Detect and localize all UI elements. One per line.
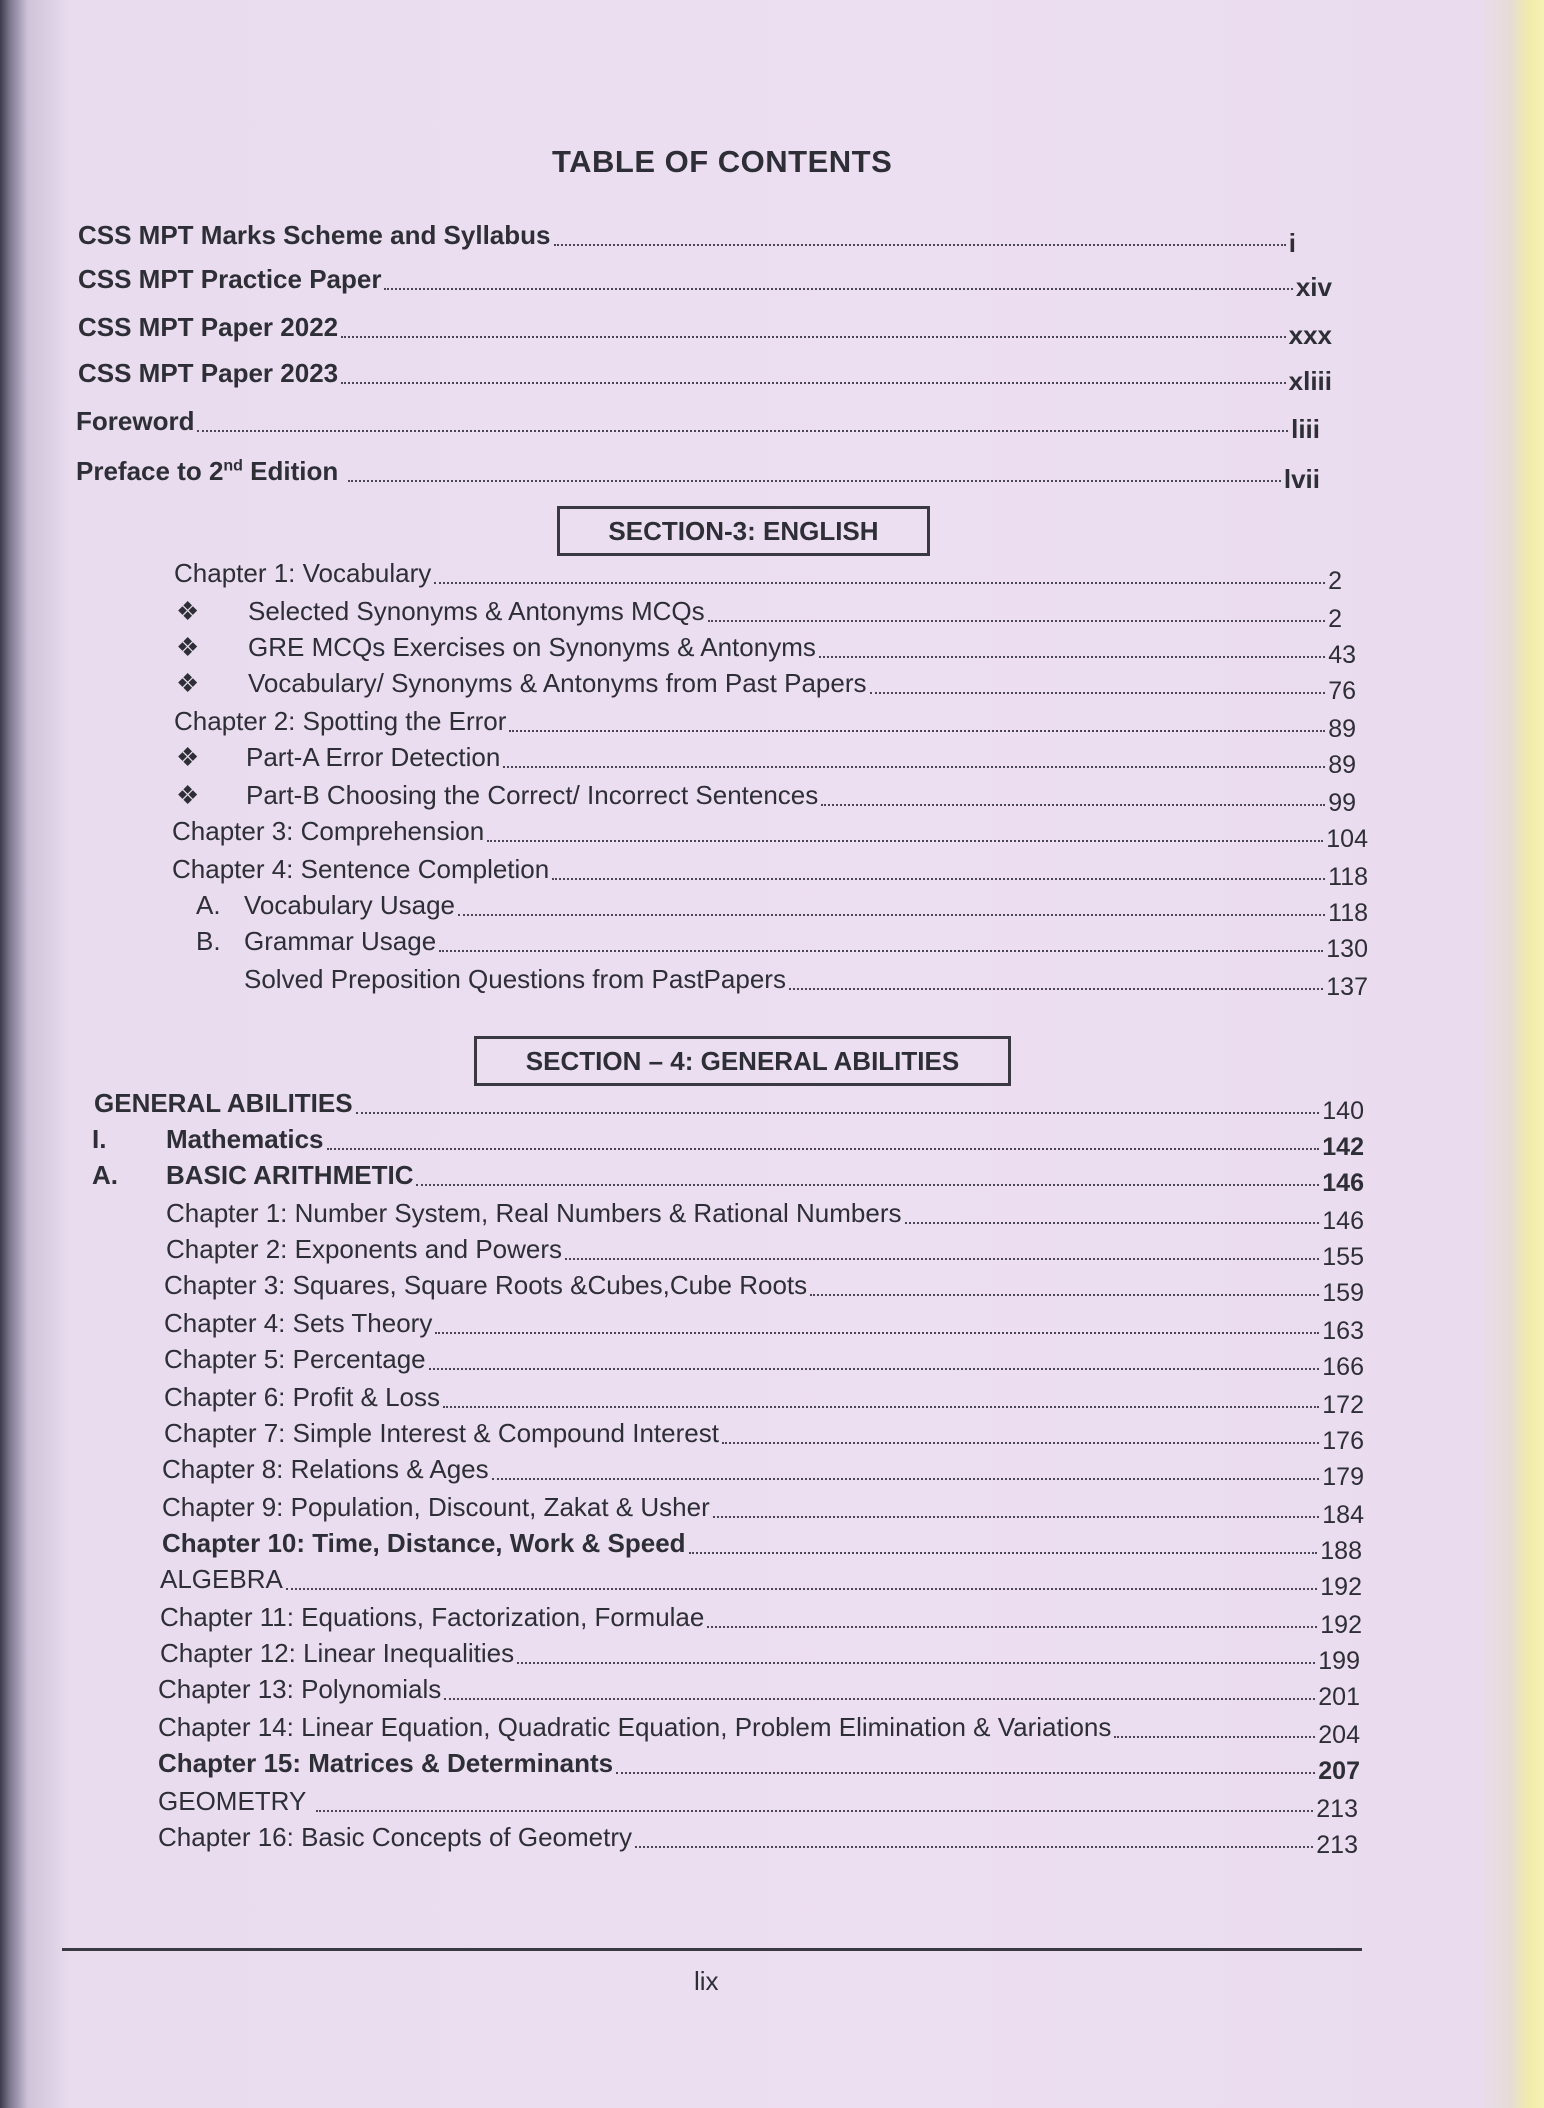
toc-entry-text: GRE MCQs Exercises on Synonyms & Antonyms <box>248 632 816 662</box>
toc-entry-label <box>76 458 338 484</box>
toc-entry <box>196 878 1368 927</box>
toc-entry <box>166 1222 1364 1271</box>
toc-entry-label: Chapter 2: Spotting the Error <box>174 706 507 736</box>
toc-entry <box>158 1662 1360 1711</box>
toc-entry <box>174 546 1342 595</box>
toc-entry-page: 207 <box>1318 1757 1360 1785</box>
toc-entry <box>176 768 1356 817</box>
toc-entry-label: ❖ Selected Synonyms & Antonyms MCQs <box>176 596 705 626</box>
toc-entry <box>158 1810 1358 1859</box>
toc-entry <box>174 694 1356 743</box>
toc-entry-label: CSS MPT Paper 2022 <box>78 312 339 342</box>
toc-entry-text: BASIC ARITHMETIC <box>166 1160 414 1190</box>
toc-entry <box>78 208 1296 258</box>
toc-entry-page: 142 <box>1322 1133 1364 1161</box>
toc-entry-label: ❖ Part-A Error Detection <box>176 742 501 772</box>
toc-entry-page: 163 <box>1322 1317 1364 1345</box>
toc-entry-text: Part-B Choosing the Correct/ Incorrect Sentences <box>246 780 819 810</box>
toc-entry-text: Chapter 10: Time, Distance, Work & Speed <box>162 1528 686 1558</box>
toc-entry-page: 104 <box>1326 825 1368 853</box>
toc-entry <box>164 1296 1364 1345</box>
toc-entry <box>78 252 1332 302</box>
toc-entry <box>160 1590 1362 1639</box>
toc-entry-label: CSS MPT Paper 2023 <box>78 358 339 388</box>
toc-entry <box>196 914 1368 963</box>
toc-entry <box>78 300 1332 350</box>
toc-entry-page: 89 <box>1328 715 1356 743</box>
toc-entry-label: Chapter 5: Percentage <box>164 1344 426 1374</box>
toc-entry-label: Chapter 6: Profit & Loss <box>164 1382 441 1412</box>
toc-entry-page: i <box>1288 228 1296 258</box>
toc-entry <box>244 952 1368 1001</box>
toc-entry-page: 140 <box>1322 1097 1364 1125</box>
toc-entry-label: Chapter 9: Population, Discount, Zakat & Usher <box>162 1492 710 1522</box>
toc-entry-label: Chapter 12: Linear Inequalities <box>160 1638 515 1668</box>
toc-entry-page: 130 <box>1326 935 1368 963</box>
toc-entry-page: 213 <box>1316 1795 1358 1823</box>
toc-entry-label: Chapter 1: Vocabulary <box>174 558 432 588</box>
page-title: TABLE OF CONTENTS <box>552 144 893 179</box>
toc-entry <box>94 1076 1364 1125</box>
toc-entry-page: 76 <box>1328 677 1356 705</box>
toc-entry <box>158 1774 1358 1823</box>
toc-entry-page: lvii <box>1283 464 1320 494</box>
dot-leader <box>197 429 1288 432</box>
toc-entry <box>78 346 1332 396</box>
dot-leader <box>384 287 1292 290</box>
toc-entry-label: Chapter 3: Squares, Square Roots &Cubes,Cube Roots <box>164 1270 808 1300</box>
toc-entry-page: 159 <box>1322 1279 1364 1307</box>
toc-entry <box>160 1552 1362 1601</box>
toc-entry-page: 192 <box>1320 1573 1362 1601</box>
toc-entry-label: CSS MPT Marks Scheme and Syllabus <box>78 220 551 250</box>
toc-entry <box>162 1480 1364 1529</box>
toc-entry <box>160 1626 1360 1675</box>
toc-entry-page: 184 <box>1322 1501 1364 1529</box>
toc-entry-label: Solved Preposition Questions from PastPapers <box>244 964 786 994</box>
toc-entry <box>86 1736 1360 1785</box>
section-heading-english: SECTION-3: ENGLISH <box>557 506 930 556</box>
toc-entry-page: 201 <box>1318 1683 1360 1711</box>
toc-entry-text: Mathematics <box>166 1124 324 1154</box>
toc-entry <box>158 1700 1360 1749</box>
toc-entry-label: CSS MPT Practice Paper <box>78 264 382 294</box>
toc-entry-label: Chapter 16: Basic Concepts of Geometry <box>158 1822 633 1852</box>
toc-entry <box>172 804 1368 853</box>
toc-entry-page: xxx <box>1288 320 1332 350</box>
toc-entry-label <box>86 1750 613 1776</box>
toc-entry-page: 204 <box>1318 1721 1360 1749</box>
toc-entry-text: Chapter 15: Matrices & Determinants <box>158 1748 614 1778</box>
toc-entry-page: xliii <box>1288 366 1332 396</box>
toc-entry-label: Chapter 3: Comprehension <box>172 816 485 846</box>
toc-entry-page: 2 <box>1328 605 1342 633</box>
dot-leader <box>341 381 1286 384</box>
preface-label-superscript: nd <box>223 457 243 475</box>
preface-label-tail: Edition <box>242 456 339 486</box>
toc-entry-page: 146 <box>1322 1207 1364 1235</box>
toc-entry-label: GEOMETRY <box>158 1786 307 1816</box>
toc-entry-page: liii <box>1291 414 1320 444</box>
toc-entry-text: Part-A Error Detection <box>246 742 501 772</box>
toc-entry-label: Chapter 8: Relations & Ages <box>162 1454 489 1484</box>
toc-entry-text: Vocabulary/ Synonyms & Antonyms from Past Papers <box>248 668 867 698</box>
toc-entry-label: I. Mathematics <box>92 1124 324 1154</box>
toc-entry-label: A. Vocabulary Usage <box>196 890 456 920</box>
preface-label: Preface to 2 <box>76 456 224 486</box>
toc-entry-page: 166 <box>1322 1353 1364 1381</box>
toc-entry-label: GENERAL ABILITIES <box>94 1088 353 1118</box>
dot-leader <box>635 1845 1313 1848</box>
toc-entry-page: 43 <box>1328 641 1356 669</box>
toc-entry-page: 213 <box>1316 1831 1358 1859</box>
section-heading-general-abilities: SECTION – 4: GENERAL ABILITIES <box>474 1036 1011 1086</box>
toc-entry-label: Foreword <box>76 406 195 436</box>
toc-entry-label: B. Grammar Usage <box>196 926 437 956</box>
toc-entry <box>76 444 1320 494</box>
toc-entry <box>92 1112 1364 1161</box>
dot-leader <box>554 243 1286 246</box>
toc-entry-label: Chapter 2: Exponents and Powers <box>166 1234 563 1264</box>
toc-entry-page: 172 <box>1322 1391 1364 1419</box>
toc-entry-text: Grammar Usage <box>244 926 437 956</box>
dot-leader <box>348 479 1281 482</box>
toc-entry-label: Chapter 14: Linear Equation, Quadratic Equation, Problem Elimination & Variations <box>158 1712 1112 1742</box>
toc-entry-text: Vocabulary Usage <box>244 890 456 920</box>
toc-entry-page: 199 <box>1318 1647 1360 1675</box>
toc-entry <box>162 1442 1364 1491</box>
toc-entry-label: ❖ Vocabulary/ Synonyms & Antonyms from Past Papers <box>176 668 867 698</box>
toc-entry-page: 155 <box>1322 1243 1364 1271</box>
toc-entry-page: 137 <box>1326 973 1368 1001</box>
toc-entry <box>76 394 1320 444</box>
toc-entry <box>172 842 1368 891</box>
toc-entry <box>164 1370 1364 1419</box>
toc-entry-page: 2 <box>1328 567 1342 595</box>
dot-leader <box>789 987 1323 990</box>
toc-entry-label: Chapter 13: Polynomials <box>158 1674 442 1704</box>
toc-entry <box>176 620 1356 669</box>
toc-entry-label: Chapter 11: Equations, Factorization, Formulae <box>160 1602 705 1632</box>
toc-entry <box>88 1516 1362 1565</box>
toc-entry-label: A. BASIC ARITHMETIC <box>92 1160 414 1190</box>
dot-leader <box>341 335 1285 338</box>
toc-entry-page: 118 <box>1328 899 1368 927</box>
toc-entry-text: Selected Synonyms & Antonyms MCQs <box>248 596 705 626</box>
toc-entry-label: Chapter 1: Number System, Real Numbers & Rational Numbers <box>166 1198 902 1228</box>
toc-entry-label: Chapter 4: Sets Theory <box>164 1308 433 1338</box>
toc-entry <box>92 1148 1364 1197</box>
toc-entry <box>166 1186 1364 1235</box>
toc-entry-page: 89 <box>1328 751 1356 779</box>
toc-entry-page: 99 <box>1328 789 1356 817</box>
toc-entry <box>176 730 1356 779</box>
footer-page-number: lix <box>694 1966 719 1996</box>
toc-entry-label: ❖ GRE MCQs Exercises on Synonyms & Antonyms <box>176 632 816 662</box>
toc-entry <box>164 1258 1364 1307</box>
toc-entry <box>164 1332 1364 1381</box>
toc-entry-page: 118 <box>1328 863 1368 891</box>
footer-rule <box>62 1948 1362 1951</box>
toc-entry-label: Chapter 4: Sentence Completion <box>172 854 550 884</box>
toc-entry-label: ALGEBRA <box>160 1564 283 1594</box>
toc-entry <box>176 584 1342 633</box>
toc-entry-page: 176 <box>1322 1427 1364 1455</box>
toc-entry-page: 179 <box>1322 1463 1364 1491</box>
toc-entry-page: 146 <box>1322 1169 1364 1197</box>
toc-entry-label: ❖ Part-B Choosing the Correct/ Incorrect Sentences <box>176 780 819 810</box>
toc-entry-page: xiv <box>1295 272 1332 302</box>
toc-entry <box>164 1406 1364 1455</box>
toc-entry-page: 192 <box>1320 1611 1362 1639</box>
toc-entry-page: 188 <box>1320 1537 1362 1565</box>
toc-entry <box>176 656 1356 705</box>
toc-entry-label: Chapter 7: Simple Interest & Compound Interest <box>164 1418 719 1448</box>
